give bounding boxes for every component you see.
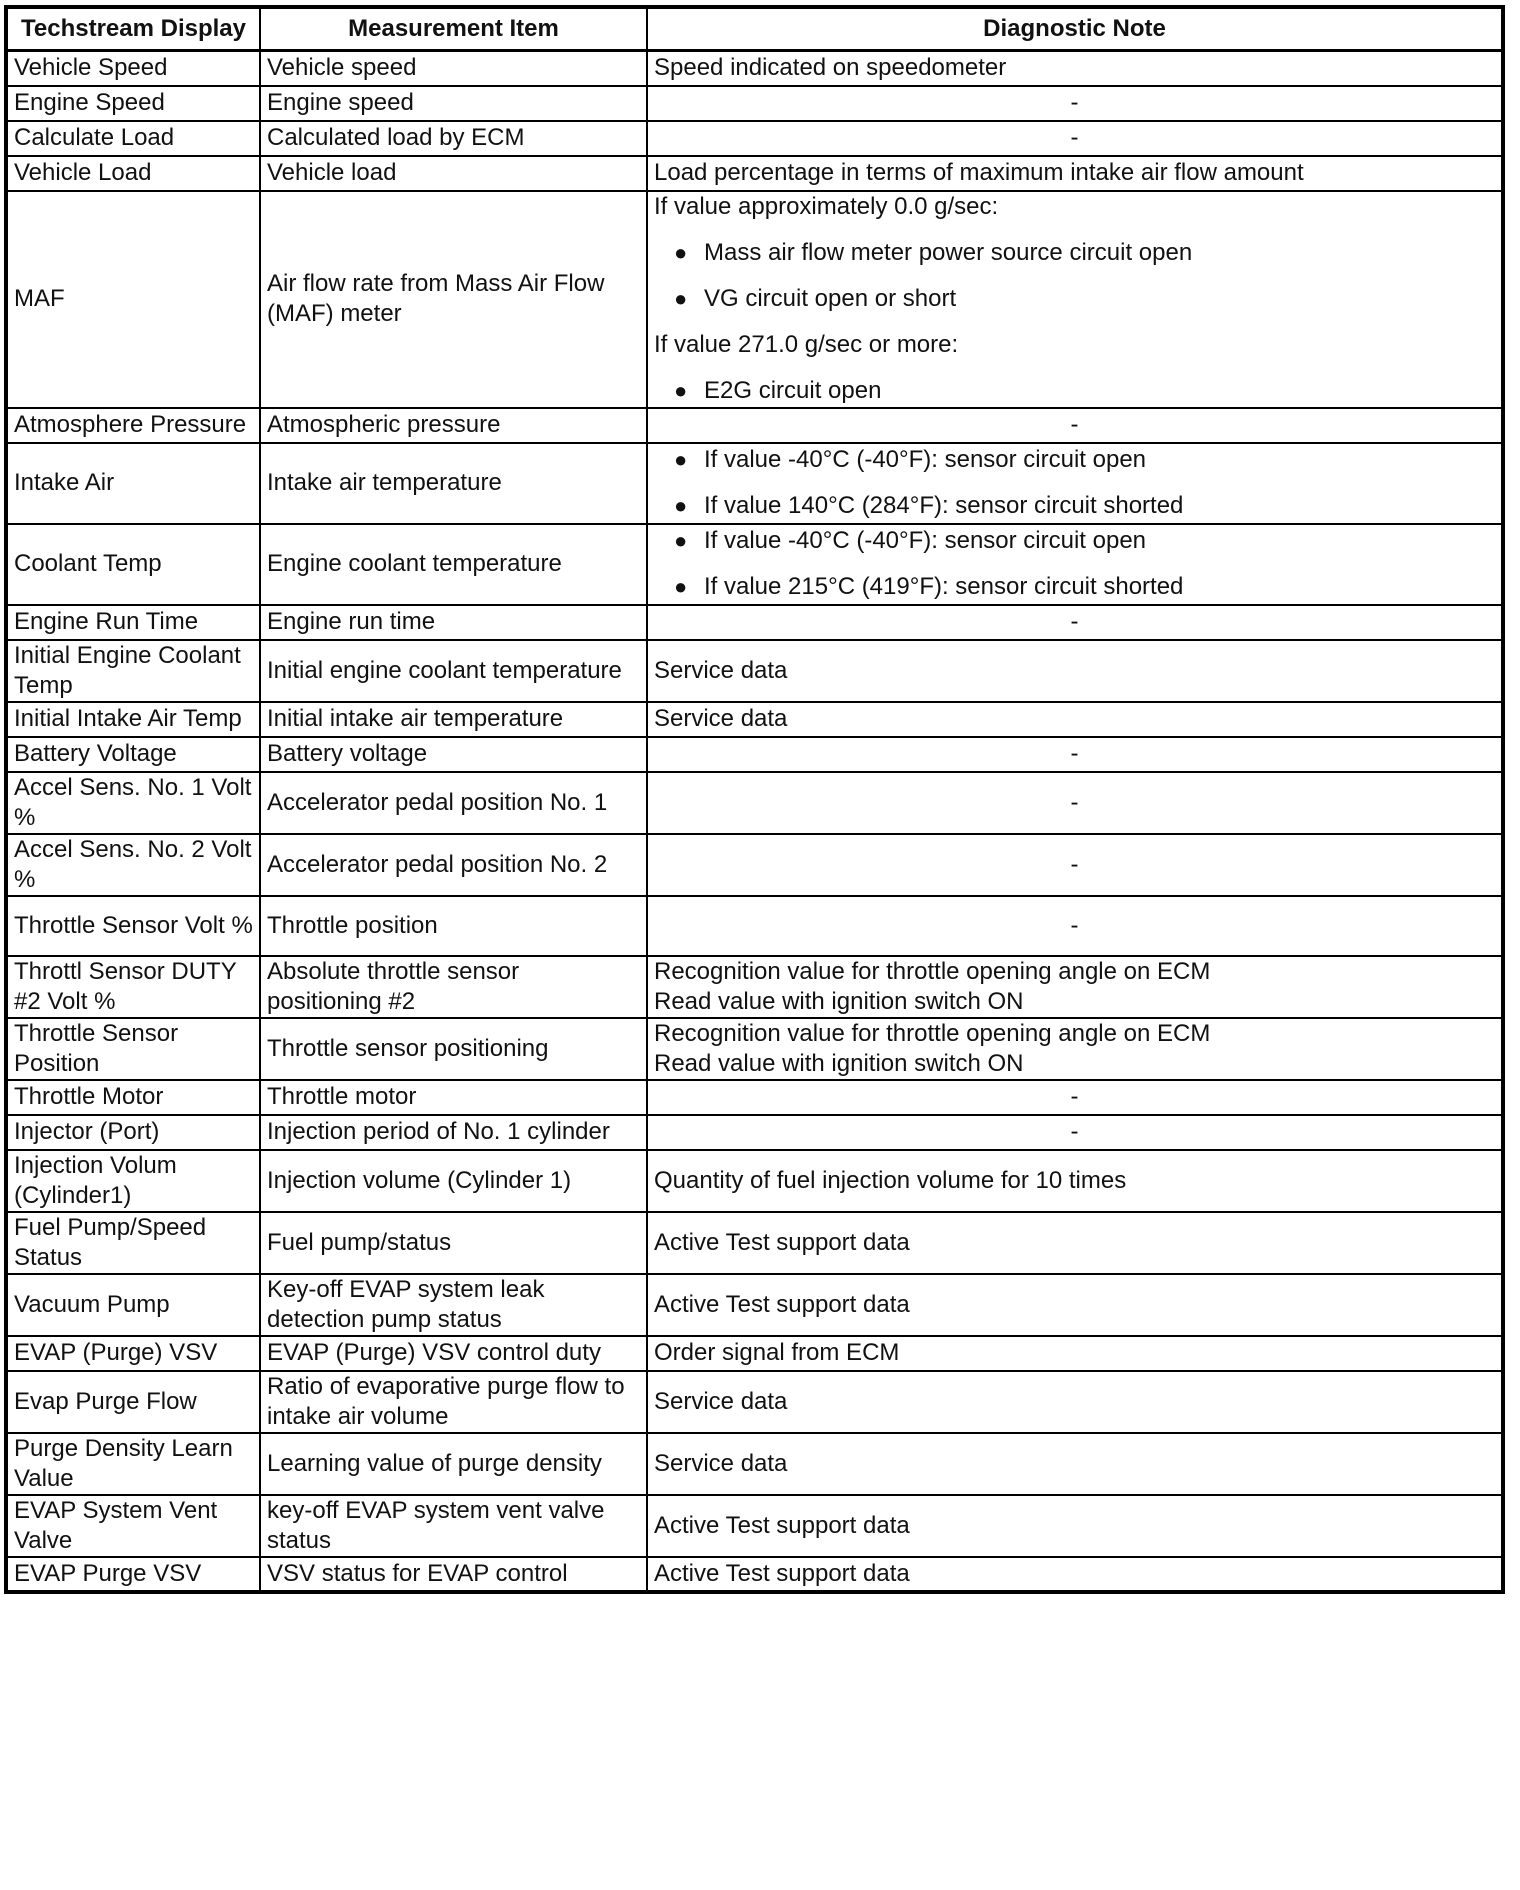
measurement-item-cell: Ratio of evaporative purge flow to intake air volume bbox=[260, 1371, 647, 1433]
note-line: Read value with ignition switch ON bbox=[654, 1049, 1024, 1077]
techstream-display-cell: MAF bbox=[6, 191, 260, 408]
table-row bbox=[6, 443, 1503, 524]
measurement-item-cell: Absolute throttle sensor positioning #2 bbox=[260, 956, 647, 1018]
measurement-item-cell: Accelerator pedal position No. 1 bbox=[260, 772, 647, 834]
bullet-icon: ● bbox=[674, 493, 688, 518]
measurement-item-cell: Intake air temperature bbox=[260, 443, 647, 524]
bullet-icon: ● bbox=[674, 240, 688, 265]
diagnostic-note-cell: - bbox=[647, 1115, 1503, 1150]
data-list-table bbox=[4, 5, 1505, 1594]
techstream-display-cell: Calculate Load bbox=[6, 121, 260, 156]
techstream-display-cell: Initial Intake Air Temp bbox=[6, 702, 260, 737]
table-row bbox=[6, 1433, 1503, 1495]
techstream-display-cell: Vacuum Pump bbox=[6, 1274, 260, 1336]
diagnostic-note-cell: - bbox=[647, 772, 1503, 834]
bullet-icon: ● bbox=[674, 447, 688, 472]
techstream-display-cell: Throttle Sensor Position bbox=[6, 1018, 260, 1080]
diagnostic-note-cell: Active Test support data bbox=[647, 1212, 1503, 1274]
header-diagnostic-note: Diagnostic Note bbox=[647, 7, 1503, 51]
measurement-item-cell: Engine coolant temperature bbox=[260, 524, 647, 605]
table-row bbox=[6, 605, 1503, 640]
measurement-item-cell: Atmospheric pressure bbox=[260, 408, 647, 443]
measurement-item-cell: key-off EVAP system vent valve status bbox=[260, 1495, 647, 1557]
table-row bbox=[6, 1150, 1503, 1212]
note-bullet: ● If value -40°C (-40°F): sensor circuit open bbox=[674, 527, 1147, 554]
measurement-item-cell: Throttle position bbox=[260, 896, 647, 956]
measurement-item-cell: Vehicle speed bbox=[260, 51, 647, 86]
diagnostic-note-cell: - bbox=[647, 896, 1503, 956]
table-row bbox=[6, 702, 1503, 737]
note-bullet: ● VG circuit open or short bbox=[674, 285, 957, 312]
diagnostic-note-cell: Service data bbox=[647, 1371, 1503, 1433]
measurement-item-cell: Key-off EVAP system leak detection pump status bbox=[260, 1274, 647, 1336]
measurement-item-cell: Injection volume (Cylinder 1) bbox=[260, 1150, 647, 1212]
measurement-item-cell: Learning value of purge density bbox=[260, 1433, 647, 1495]
diagnostic-note-cell: Active Test support data bbox=[647, 1495, 1503, 1557]
techstream-display-cell: EVAP System Vent Valve bbox=[6, 1495, 260, 1557]
techstream-display-cell: Atmosphere Pressure bbox=[6, 408, 260, 443]
measurement-item-cell: Accelerator pedal position No. 2 bbox=[260, 834, 647, 896]
techstream-display-cell: Injection Volum (Cylinder1) bbox=[6, 1150, 260, 1212]
header-row bbox=[6, 7, 1503, 51]
table-row bbox=[6, 1212, 1503, 1274]
diagnostic-note-cell: Active Test support data bbox=[647, 1274, 1503, 1336]
measurement-item-cell: Engine run time bbox=[260, 605, 647, 640]
table-row bbox=[6, 1495, 1503, 1557]
table-row bbox=[6, 524, 1503, 605]
table-row bbox=[6, 1115, 1503, 1150]
diagnostic-note-cell: - bbox=[647, 121, 1503, 156]
diagnostic-note-cell bbox=[647, 1018, 1503, 1080]
note-bullet: ● If value 140°C (284°F): sensor circuit shorted bbox=[674, 492, 1184, 519]
diagnostic-note-cell bbox=[647, 443, 1503, 524]
diagnostic-note-cell: Active Test support data bbox=[647, 1557, 1503, 1592]
measurement-item-cell: Throttle sensor positioning bbox=[260, 1018, 647, 1080]
note-bullet: ● E2G circuit open bbox=[674, 377, 882, 404]
bullet-icon: ● bbox=[674, 574, 688, 599]
techstream-display-cell: Engine Run Time bbox=[6, 605, 260, 640]
table-row bbox=[6, 51, 1503, 86]
table-row bbox=[6, 1371, 1503, 1433]
diagnostic-note-cell bbox=[647, 191, 1503, 408]
diagnostic-note-cell: - bbox=[647, 834, 1503, 896]
measurement-item-cell: Battery voltage bbox=[260, 737, 647, 772]
diagnostic-note-cell: - bbox=[647, 605, 1503, 640]
table-row bbox=[6, 956, 1503, 1018]
techstream-display-cell: Battery Voltage bbox=[6, 737, 260, 772]
diagnostic-note-cell: - bbox=[647, 408, 1503, 443]
table-row bbox=[6, 896, 1503, 956]
diagnostic-note-cell bbox=[647, 524, 1503, 605]
bullet-icon: ● bbox=[674, 528, 688, 553]
table-row bbox=[6, 86, 1503, 121]
techstream-display-cell: Initial Engine Coolant Temp bbox=[6, 640, 260, 702]
diagnostic-note-cell: Service data bbox=[647, 702, 1503, 737]
techstream-display-cell: Vehicle Load bbox=[6, 156, 260, 191]
note-bullet: ● Mass air flow meter power source circuit open bbox=[674, 239, 1193, 266]
table-row bbox=[6, 737, 1503, 772]
note-line: Recognition value for throttle opening angle on ECM bbox=[654, 957, 1211, 985]
measurement-item-cell: Throttle motor bbox=[260, 1080, 647, 1115]
techstream-display-cell: Purge Density Learn Value bbox=[6, 1433, 260, 1495]
measurement-item-cell: Injection period of No. 1 cylinder bbox=[260, 1115, 647, 1150]
table-row bbox=[6, 772, 1503, 834]
note-bullet: ● If value 215°C (419°F): sensor circuit shorted bbox=[674, 573, 1184, 600]
measurement-item-cell: Air flow rate from Mass Air Flow (MAF) meter bbox=[260, 191, 647, 408]
measurement-item-cell: Initial intake air temperature bbox=[260, 702, 647, 737]
measurement-item-cell: Fuel pump/status bbox=[260, 1212, 647, 1274]
table-row bbox=[6, 1080, 1503, 1115]
techstream-display-cell: EVAP (Purge) VSV bbox=[6, 1336, 260, 1371]
measurement-item-cell: VSV status for EVAP control bbox=[260, 1557, 647, 1592]
techstream-display-cell: Engine Speed bbox=[6, 86, 260, 121]
measurement-item-cell: Engine speed bbox=[260, 86, 647, 121]
techstream-display-cell: Vehicle Speed bbox=[6, 51, 260, 86]
diagnostic-note-cell: - bbox=[647, 86, 1503, 121]
header-techstream-display: Techstream Display bbox=[6, 7, 260, 51]
table-row bbox=[6, 408, 1503, 443]
bullet-icon: ● bbox=[674, 378, 688, 403]
techstream-display-cell: Throttle Sensor Volt % bbox=[6, 896, 260, 956]
techstream-display-cell: Throttl Sensor DUTY #2 Volt % bbox=[6, 956, 260, 1018]
header-measurement-item: Measurement Item bbox=[260, 7, 647, 51]
diagnostic-note-cell: Quantity of fuel injection volume for 10 times bbox=[647, 1150, 1503, 1212]
note-line: If value 271.0 g/sec or more: bbox=[654, 331, 959, 358]
note-line: Recognition value for throttle opening angle on ECM bbox=[654, 1019, 1211, 1047]
techstream-display-cell: Throttle Motor bbox=[6, 1080, 260, 1115]
table-row bbox=[6, 640, 1503, 702]
techstream-display-cell: Evap Purge Flow bbox=[6, 1371, 260, 1433]
diagnostic-note-cell: Order signal from ECM bbox=[647, 1336, 1503, 1371]
diagnostic-note-cell: Service data bbox=[647, 640, 1503, 702]
diagnostic-note-cell bbox=[647, 956, 1503, 1018]
diagnostic-note-cell: - bbox=[647, 1080, 1503, 1115]
table-row bbox=[6, 191, 1503, 408]
diagnostic-note-cell: Load percentage in terms of maximum intake air flow amount bbox=[647, 156, 1503, 191]
table-row bbox=[6, 1557, 1503, 1592]
techstream-display-cell: EVAP Purge VSV bbox=[6, 1557, 260, 1592]
measurement-item-cell: Calculated load by ECM bbox=[260, 121, 647, 156]
note-line: If value approximately 0.0 g/sec: bbox=[654, 193, 999, 220]
measurement-item-cell: Vehicle load bbox=[260, 156, 647, 191]
table-row bbox=[6, 121, 1503, 156]
table-row bbox=[6, 1018, 1503, 1080]
data-list-table-container bbox=[4, 5, 1501, 1594]
measurement-item-cell: EVAP (Purge) VSV control duty bbox=[260, 1336, 647, 1371]
techstream-display-cell: Coolant Temp bbox=[6, 524, 260, 605]
diagnostic-note-cell: - bbox=[647, 737, 1503, 772]
techstream-display-cell: Accel Sens. No. 2 Volt % bbox=[6, 834, 260, 896]
note-line: Read value with ignition switch ON bbox=[654, 987, 1024, 1015]
diagnostic-note-cell: Speed indicated on speedometer bbox=[647, 51, 1503, 86]
techstream-display-cell: Fuel Pump/Speed Status bbox=[6, 1212, 260, 1274]
techstream-display-cell: Accel Sens. No. 1 Volt % bbox=[6, 772, 260, 834]
table-row bbox=[6, 156, 1503, 191]
note-bullet: ● If value -40°C (-40°F): sensor circuit open bbox=[674, 446, 1147, 473]
bullet-icon: ● bbox=[674, 286, 688, 311]
measurement-item-cell: Initial engine coolant temperature bbox=[260, 640, 647, 702]
table-row bbox=[6, 834, 1503, 896]
techstream-display-cell: Intake Air bbox=[6, 443, 260, 524]
table-row bbox=[6, 1274, 1503, 1336]
diagnostic-note-cell: Service data bbox=[647, 1433, 1503, 1495]
techstream-display-cell: Injector (Port) bbox=[6, 1115, 260, 1150]
table-row bbox=[6, 1336, 1503, 1371]
